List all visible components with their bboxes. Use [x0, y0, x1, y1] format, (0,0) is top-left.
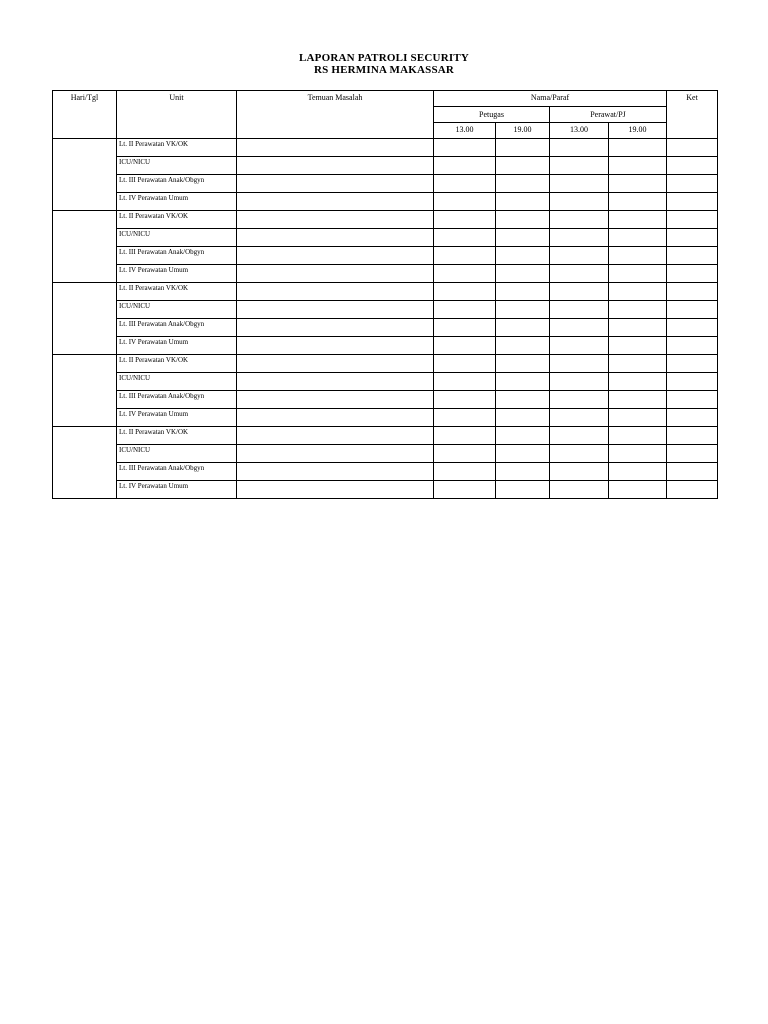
table-row	[53, 373, 718, 391]
ket-cell[interactable]	[667, 283, 718, 301]
hari-tgl-cell[interactable]	[53, 211, 117, 283]
perawat-1900-cell[interactable]	[609, 427, 667, 445]
header-nama-paraf: Nama/Paraf	[434, 91, 667, 107]
perawat-1900-cell[interactable]	[609, 175, 667, 193]
ket-cell[interactable]	[667, 481, 718, 499]
unit-cell: Lt. II Perawatan VK/OK	[117, 139, 237, 157]
perawat-1300-cell[interactable]	[550, 247, 609, 265]
petugas-1300-cell[interactable]	[434, 301, 496, 319]
table-row	[53, 211, 718, 229]
unit-cell: Lt. IV Perawatan Umum	[117, 265, 237, 283]
unit-cell: ICU/NICU	[117, 445, 237, 463]
perawat-1300-cell[interactable]	[550, 355, 609, 373]
unit-cell: Lt. IV Perawatan Umum	[117, 409, 237, 427]
perawat-1900-cell[interactable]	[609, 139, 667, 157]
unit-cell: Lt. II Perawatan VK/OK	[117, 355, 237, 373]
perawat-1900-cell[interactable]	[609, 319, 667, 337]
petugas-1900-cell[interactable]	[496, 283, 550, 301]
temuan-masalah-cell[interactable]	[237, 265, 434, 283]
petugas-1300-cell[interactable]	[434, 265, 496, 283]
temuan-masalah-cell[interactable]	[237, 283, 434, 301]
ket-cell[interactable]	[667, 301, 718, 319]
unit-cell: Lt. III Perawatan Anak/Obgyn	[117, 463, 237, 481]
unit-cell: Lt. III Perawatan Anak/Obgyn	[117, 247, 237, 265]
table-row	[53, 265, 718, 283]
table-row	[53, 229, 718, 247]
temuan-masalah-cell[interactable]	[237, 157, 434, 175]
perawat-1900-cell[interactable]	[609, 463, 667, 481]
petugas-1300-cell[interactable]	[434, 283, 496, 301]
petugas-1300-cell[interactable]	[434, 193, 496, 211]
temuan-masalah-cell[interactable]	[237, 301, 434, 319]
petugas-1300-cell[interactable]	[434, 391, 496, 409]
petugas-1300-cell[interactable]	[434, 355, 496, 373]
header-perawat-pj: Perawat/PJ	[550, 107, 667, 123]
perawat-1300-cell[interactable]	[550, 193, 609, 211]
perawat-1900-cell[interactable]	[609, 355, 667, 373]
petugas-1300-cell[interactable]	[434, 409, 496, 427]
temuan-masalah-cell[interactable]	[237, 247, 434, 265]
petugas-1900-cell[interactable]	[496, 319, 550, 337]
petugas-1900-cell[interactable]	[496, 391, 550, 409]
perawat-1300-cell[interactable]	[550, 319, 609, 337]
unit-cell: Lt. II Perawatan VK/OK	[117, 211, 237, 229]
table-row	[53, 481, 718, 499]
unit-cell: ICU/NICU	[117, 157, 237, 175]
ket-cell[interactable]	[667, 355, 718, 373]
perawat-1900-cell[interactable]	[609, 337, 667, 355]
petugas-1900-cell[interactable]	[496, 481, 550, 499]
header-petugas-1900: 19.00	[496, 123, 550, 139]
table-row	[53, 301, 718, 319]
hari-tgl-cell[interactable]	[53, 283, 117, 355]
ket-cell[interactable]	[667, 319, 718, 337]
perawat-1300-cell[interactable]	[550, 175, 609, 193]
petugas-1300-cell[interactable]	[434, 139, 496, 157]
report-title	[0, 52, 768, 76]
unit-cell: Lt. III Perawatan Anak/Obgyn	[117, 319, 237, 337]
petugas-1900-cell[interactable]	[496, 247, 550, 265]
perawat-1900-cell[interactable]	[609, 283, 667, 301]
petugas-1300-cell[interactable]	[434, 211, 496, 229]
temuan-masalah-cell[interactable]	[237, 319, 434, 337]
unit-cell: Lt. III Perawatan Anak/Obgyn	[117, 175, 237, 193]
perawat-1300-cell[interactable]	[550, 391, 609, 409]
ket-cell[interactable]	[667, 445, 718, 463]
petugas-1900-cell[interactable]	[496, 211, 550, 229]
header-unit: Unit	[117, 91, 237, 139]
ket-cell[interactable]	[667, 463, 718, 481]
perawat-1900-cell[interactable]	[609, 193, 667, 211]
petugas-1300-cell[interactable]	[434, 373, 496, 391]
perawat-1300-cell[interactable]	[550, 139, 609, 157]
perawat-1300-cell[interactable]	[550, 445, 609, 463]
table-row	[53, 283, 718, 301]
perawat-1300-cell[interactable]	[550, 427, 609, 445]
petugas-1300-cell[interactable]	[434, 247, 496, 265]
ket-cell[interactable]	[667, 157, 718, 175]
temuan-masalah-cell[interactable]	[237, 373, 434, 391]
unit-cell: Lt. II Perawatan VK/OK	[117, 427, 237, 445]
table-row	[53, 175, 718, 193]
perawat-1900-cell[interactable]	[609, 157, 667, 175]
table-row	[53, 427, 718, 445]
ket-cell[interactable]	[667, 247, 718, 265]
perawat-1900-cell[interactable]	[609, 373, 667, 391]
perawat-1300-cell[interactable]	[550, 337, 609, 355]
header-temuan-masalah: Temuan Masalah	[237, 91, 434, 139]
perawat-1900-cell[interactable]	[609, 481, 667, 499]
temuan-masalah-cell[interactable]	[237, 409, 434, 427]
petugas-1900-cell[interactable]	[496, 337, 550, 355]
petugas-1300-cell[interactable]	[434, 229, 496, 247]
petugas-1900-cell[interactable]	[496, 373, 550, 391]
perawat-1900-cell[interactable]	[609, 391, 667, 409]
header-ket: Ket	[667, 91, 718, 139]
petugas-1900-cell[interactable]	[496, 265, 550, 283]
petugas-1300-cell[interactable]	[434, 319, 496, 337]
petugas-1900-cell[interactable]	[496, 409, 550, 427]
temuan-masalah-cell[interactable]	[237, 175, 434, 193]
petugas-1900-cell[interactable]	[496, 355, 550, 373]
header-petugas-1300: 13.00	[434, 123, 496, 139]
petugas-1300-cell[interactable]	[434, 157, 496, 175]
ket-cell[interactable]	[667, 211, 718, 229]
petugas-1900-cell[interactable]	[496, 445, 550, 463]
table-row	[53, 157, 718, 175]
perawat-1900-cell[interactable]	[609, 211, 667, 229]
report-title-line2: RS HERMINA MAKASSAR	[313, 64, 455, 76]
perawat-1300-cell[interactable]	[550, 211, 609, 229]
table-row	[53, 247, 718, 265]
temuan-masalah-cell[interactable]	[237, 481, 434, 499]
ket-cell[interactable]	[667, 193, 718, 211]
petugas-1900-cell[interactable]	[496, 157, 550, 175]
table-row	[53, 409, 718, 427]
temuan-masalah-cell[interactable]	[237, 355, 434, 373]
perawat-1900-cell[interactable]	[609, 409, 667, 427]
perawat-1300-cell[interactable]	[550, 157, 609, 175]
table-row	[53, 391, 718, 409]
ket-cell[interactable]	[667, 391, 718, 409]
temuan-masalah-cell[interactable]	[237, 445, 434, 463]
patrol-report-table	[52, 90, 718, 499]
hari-tgl-cell[interactable]	[53, 139, 117, 211]
perawat-1300-cell[interactable]	[550, 481, 609, 499]
table-row	[53, 139, 718, 157]
petugas-1900-cell[interactable]	[496, 463, 550, 481]
petugas-1900-cell[interactable]	[496, 193, 550, 211]
header-petugas: Petugas	[434, 107, 550, 123]
perawat-1900-cell[interactable]	[609, 445, 667, 463]
table-row	[53, 193, 718, 211]
unit-cell: Lt. II Perawatan VK/OK	[117, 283, 237, 301]
petugas-1900-cell[interactable]	[496, 229, 550, 247]
perawat-1900-cell[interactable]	[609, 265, 667, 283]
perawat-1300-cell[interactable]	[550, 301, 609, 319]
table-row	[53, 355, 718, 373]
perawat-1300-cell[interactable]	[550, 229, 609, 247]
petugas-1900-cell[interactable]	[496, 175, 550, 193]
temuan-masalah-cell[interactable]	[237, 211, 434, 229]
header-perawat-1300: 13.00	[550, 123, 609, 139]
unit-cell: Lt. IV Perawatan Umum	[117, 337, 237, 355]
perawat-1300-cell[interactable]	[550, 409, 609, 427]
ket-cell[interactable]	[667, 409, 718, 427]
temuan-masalah-cell[interactable]	[237, 427, 434, 445]
ket-cell[interactable]	[667, 175, 718, 193]
temuan-masalah-cell[interactable]	[237, 463, 434, 481]
perawat-1300-cell[interactable]	[550, 463, 609, 481]
table-row	[53, 337, 718, 355]
unit-cell: ICU/NICU	[117, 229, 237, 247]
petugas-1300-cell[interactable]	[434, 337, 496, 355]
unit-cell: ICU/NICU	[117, 373, 237, 391]
perawat-1900-cell[interactable]	[609, 247, 667, 265]
ket-cell[interactable]	[667, 229, 718, 247]
temuan-masalah-cell[interactable]	[237, 193, 434, 211]
ket-cell[interactable]	[667, 373, 718, 391]
table-row	[53, 445, 718, 463]
temuan-masalah-cell[interactable]	[237, 229, 434, 247]
petugas-1300-cell[interactable]	[434, 481, 496, 499]
report-body	[53, 139, 718, 499]
ket-cell[interactable]	[667, 337, 718, 355]
ket-cell[interactable]	[667, 427, 718, 445]
petugas-1300-cell[interactable]	[434, 175, 496, 193]
unit-cell: Lt. IV Perawatan Umum	[117, 481, 237, 499]
hari-tgl-cell[interactable]	[53, 427, 117, 499]
unit-cell: ICU/NICU	[117, 301, 237, 319]
temuan-masalah-cell[interactable]	[237, 337, 434, 355]
perawat-1300-cell[interactable]	[550, 373, 609, 391]
petugas-1300-cell[interactable]	[434, 463, 496, 481]
perawat-1300-cell[interactable]	[550, 283, 609, 301]
ket-cell[interactable]	[667, 265, 718, 283]
perawat-1900-cell[interactable]	[609, 229, 667, 247]
petugas-1300-cell[interactable]	[434, 427, 496, 445]
perawat-1900-cell[interactable]	[609, 301, 667, 319]
header-perawat-1900: 19.00	[609, 123, 667, 139]
hari-tgl-cell[interactable]	[53, 355, 117, 427]
table-row	[53, 319, 718, 337]
petugas-1900-cell[interactable]	[496, 139, 550, 157]
ket-cell[interactable]	[667, 139, 718, 157]
table-row	[53, 463, 718, 481]
petugas-1900-cell[interactable]	[496, 301, 550, 319]
unit-cell: Lt. III Perawatan Anak/Obgyn	[117, 391, 237, 409]
petugas-1900-cell[interactable]	[496, 427, 550, 445]
petugas-1300-cell[interactable]	[434, 445, 496, 463]
perawat-1300-cell[interactable]	[550, 265, 609, 283]
report-title-line1: LAPORAN PATROLI SECURITY	[298, 52, 470, 64]
temuan-masalah-cell[interactable]	[237, 391, 434, 409]
unit-cell: Lt. IV Perawatan Umum	[117, 193, 237, 211]
temuan-masalah-cell[interactable]	[237, 139, 434, 157]
header-hari-tgl: Hari/Tgl	[53, 91, 117, 139]
